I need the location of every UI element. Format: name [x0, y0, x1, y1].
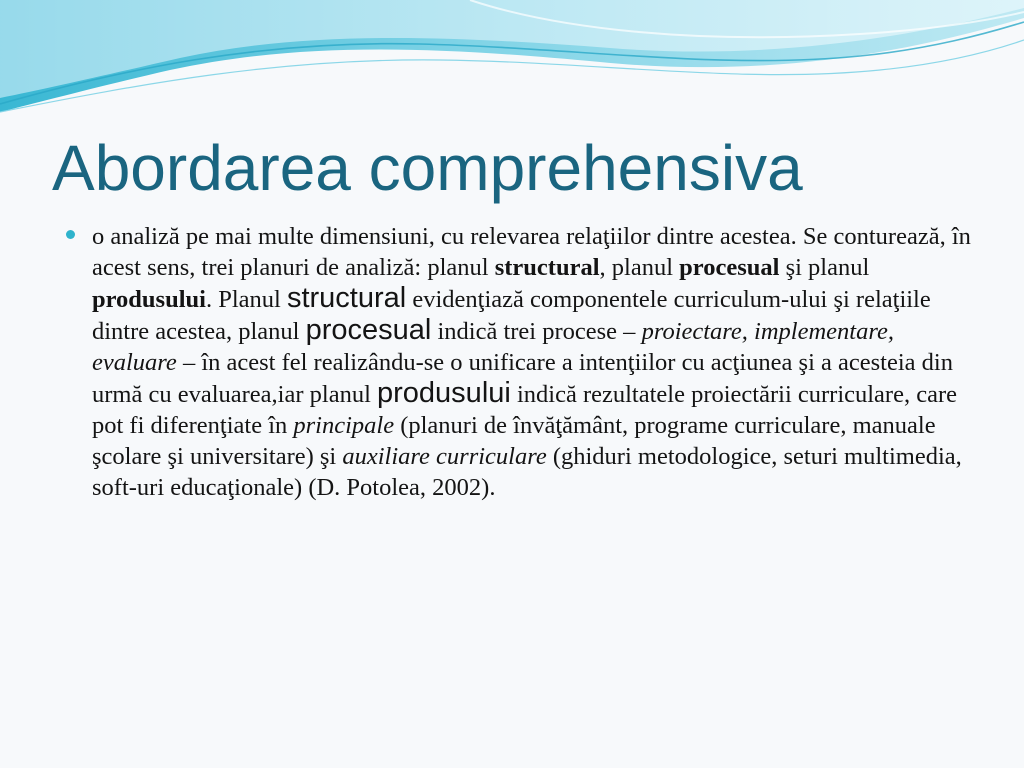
filled-circle-bullet-icon	[66, 230, 75, 239]
text-segment: – în acest fel realizându-se o unificare a intenţiilor cu acţiunea şi a acesteia din urmă cu evaluarea,iar planul	[92, 349, 953, 408]
text-segment: evidenţiază componentele curriculum-ului şi relaţiile dintre acestea, planul	[92, 286, 931, 345]
large-term-structural: structural	[286, 282, 407, 314]
bold-term-produsului: produsului	[92, 286, 206, 313]
decorative-wave-header	[0, 0, 1024, 130]
large-term-produsului: produsului	[377, 377, 511, 409]
bold-term-procesual: procesual	[679, 254, 780, 281]
italic-term-auxiliare: auxiliare curriculare	[342, 443, 547, 470]
text-segment: şi planul	[779, 254, 870, 281]
text-segment: (planuri de învăţământ, programe curriculare, manuale şcolare şi universitare) şi	[92, 412, 936, 470]
text-segment: (ghiduri metodologice, seturi multimedia, soft-uri educaţionale) (D. Potolea, 2002).	[92, 443, 962, 501]
text-segment: , planul	[599, 254, 680, 281]
slide-title: Abordarea comprehensiva	[52, 132, 803, 204]
text-segment: indică rezultatele proiectării curriculare, care pot fi diferenţiate în	[92, 381, 957, 439]
bold-term-structural: structural	[494, 254, 600, 281]
bullet-paragraph	[92, 221, 972, 503]
italic-term-principale: principale	[293, 412, 395, 439]
large-term-procesual: procesual	[305, 314, 432, 346]
text-segment: indică trei procese –	[431, 318, 642, 345]
italic-terms-processes: proiectare, implementare, evaluare	[92, 318, 894, 376]
text-segment: . Planul	[205, 286, 287, 313]
text-segment: o analiză pe mai multe dimensiuni, cu relevarea relaţiilor dintre acestea. Se conturează, în acest sens, trei planuri de analiză: planul	[92, 223, 971, 281]
